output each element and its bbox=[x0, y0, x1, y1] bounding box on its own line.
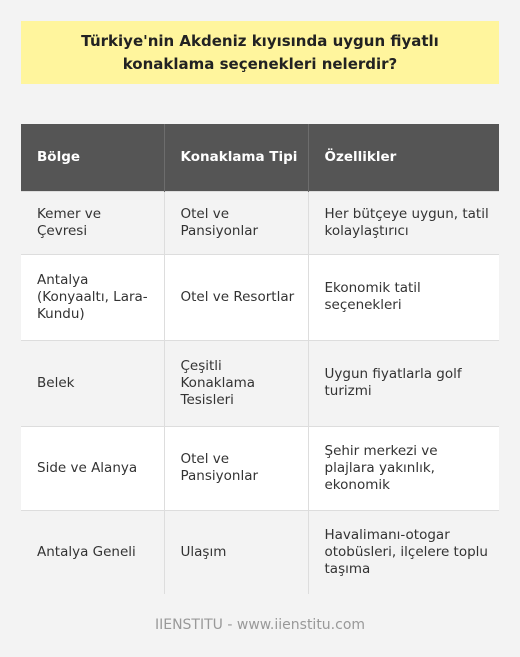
title-banner bbox=[21, 21, 499, 84]
table-cell-features: Her bütçeye uygun, tatil kolaylaştırıcı bbox=[308, 191, 499, 254]
table-cell-features: Havalimanı-otogar otobüsleri, ilçelere toplu taşıma bbox=[308, 510, 499, 594]
table-cell-features: Uygun fiyatlarla golf turizmi bbox=[308, 340, 499, 426]
table-row bbox=[21, 510, 499, 594]
table-cell-region: Antalya Geneli bbox=[21, 510, 164, 594]
table-cell-region: Kemer ve Çevresi bbox=[21, 191, 164, 254]
table-cell-accommodation-type: Otel ve Pansiyonlar bbox=[164, 191, 308, 254]
footer-credit: IIENSTITU - www.iienstitu.com bbox=[154, 617, 366, 633]
column-header-region: Bölge bbox=[21, 124, 164, 191]
table-cell-region: Side ve Alanya bbox=[21, 426, 164, 510]
table-cell-region: Belek bbox=[21, 340, 164, 426]
table-cell-features: Ekonomik tatil seçenekleri bbox=[308, 254, 499, 340]
table-row bbox=[21, 191, 499, 254]
info-table bbox=[21, 124, 499, 594]
table-cell-features: Şehir merkezi ve plajlara yakınlık, ekonomik bbox=[308, 426, 499, 510]
table-row bbox=[21, 340, 499, 426]
page-title: Türkiye'nin Akdeniz kıyısında uygun fiyatlı konaklama seçenekleri nelerdir? bbox=[81, 31, 439, 73]
table-cell-accommodation-type: Ulaşım bbox=[164, 510, 308, 594]
table-cell-accommodation-type: Otel ve Pansiyonlar bbox=[164, 426, 308, 510]
column-header-features: Özellikler bbox=[308, 124, 499, 191]
column-header-accommodation-type: Konaklama Tipi bbox=[164, 124, 308, 191]
table-row bbox=[21, 254, 499, 340]
table-header-row bbox=[21, 124, 499, 191]
table-row bbox=[21, 426, 499, 510]
table-cell-accommodation-type: Otel ve Resortlar bbox=[164, 254, 308, 340]
table-cell-accommodation-type: Çeşitli Konaklama Tesisleri bbox=[164, 340, 308, 426]
table-cell-region: Antalya (Konyaaltı, Lara-Kundu) bbox=[21, 254, 164, 340]
